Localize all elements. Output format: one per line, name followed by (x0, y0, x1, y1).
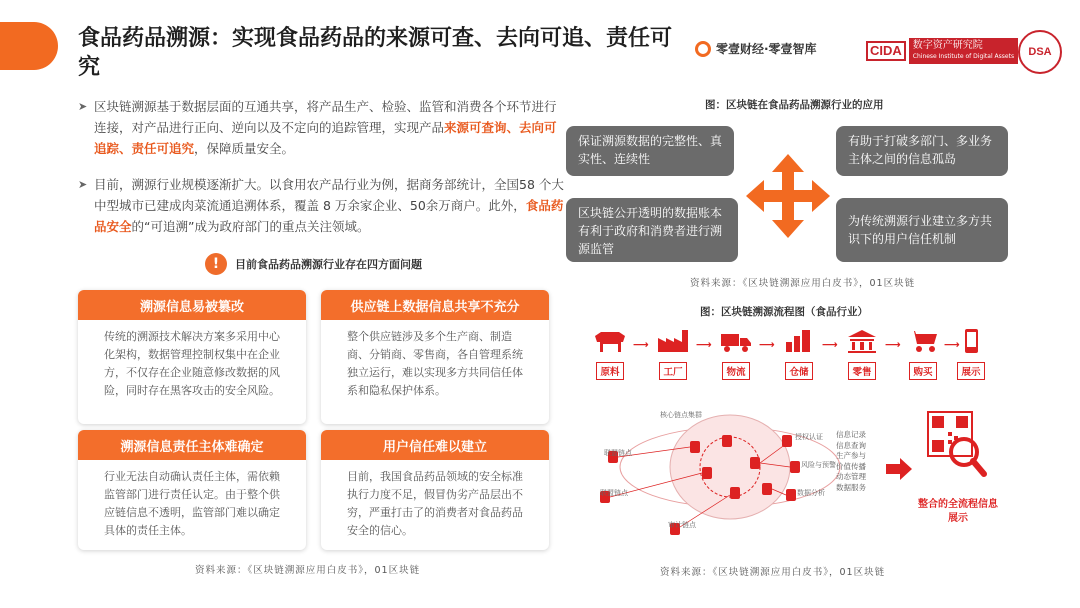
figure2-title: 图：区块链溯源流程图（食品行业） (700, 306, 868, 318)
benefit-box-trust: 为传统溯源行业建立多方共识下的用户信任机制 (836, 198, 1008, 262)
bullet-arrow-icon: ➤ (78, 178, 88, 191)
card-title: 溯源信息责任主体难确定 (78, 430, 306, 460)
benefit-box-transparency: 区块链公开透明的数据账本有利于政府和消费者进行溯源监管 (566, 198, 738, 262)
problem-card-trust (321, 430, 549, 550)
truck-icon (719, 328, 753, 354)
flow-step-factory: 工厂 (650, 328, 696, 380)
cida-logo: CIDA 数字资产研究院 Chinese Institute of Digital Assets (866, 38, 1018, 64)
card-body: 整个供应链涉及多个生产商、制造商、分销商、零售商，各自管理系统独立运行，难以实现多方共同信任体系和隐私保护体系。 (347, 330, 523, 397)
card-body: 传统的溯源技术解决方案多采用中心化架构，数据管理控制权集中在企业方，不仅存在企业随意修改数据的风险，同时存在黑客攻击的安全风险。 (104, 330, 280, 397)
flow-arrow-icon: ⟶ (822, 338, 838, 351)
figure1-source-note: 资料来源：《区块链溯源应用白皮书》，01区块链 (690, 278, 916, 289)
cart-icon (906, 328, 940, 354)
warehouse-icon (782, 328, 816, 354)
flow-step-logistics: 物流 (713, 328, 759, 380)
card-title: 溯源信息易被篡改 (78, 290, 306, 320)
network-label-audit: 审计链点 (668, 521, 696, 529)
lingyi-logo: 零壹财经·零壹智库 (695, 40, 817, 57)
final-display-label: 整合的全流程信息展示 (918, 499, 998, 524)
problems-heading: ! 目前食品药品溯源行业存在四方面问题 (205, 253, 422, 275)
benefit-box-silos: 有助于打破多部门、多业务主体之间的信息孤岛 (836, 126, 1008, 176)
flow-step-purchase: 购买 (900, 328, 946, 380)
flow-arrow-icon: ⟶ (759, 338, 775, 351)
dsa-seal-logo: DSA (1018, 30, 1062, 74)
paragraph-industry-scale: ➤ 目前，溯源行业规模逐渐扩大。以食用农产品行业为例，据商务部统计，全国58 个大中型城市已建成肉菜流通追溯体系，覆盖 8 万余家企业、50余万商户。此外，食品药品安全的“可追溯”成为政府部门的重点关注领域。 (78, 174, 566, 237)
paragraph-blockchain-tracing: ➤ 区块链溯源基于数据层面的互通共享，将产品生产、检验、监管和消费各个环节进行连接，对产品进行正向、逆向以及不定向的追踪管理，实现产品来源可查询、去向可追踪、责任可追究，保障质量安全。 (78, 96, 566, 159)
network-label-analysis: 数据分析 (797, 489, 825, 497)
flow-arrow-icon: ⟶ (633, 338, 649, 351)
flow-step-retail: 零售 (839, 328, 885, 380)
card-title: 供应链上数据信息共享不充分 (321, 290, 549, 320)
warning-icon: ! (205, 253, 227, 275)
factory-icon (656, 328, 690, 354)
problem-card-responsibility (78, 430, 306, 550)
card-body: 目前，我国食品药品领域的安全标准执行力度不足，假冒伪劣产品层出不穷，严重打击了的消费者对食品药品安全的信心。 (347, 470, 523, 537)
left-source-note: 资料来源：《区块链溯源应用白皮书》，01区块链 (195, 565, 421, 576)
flow-step-display: 展示 (948, 328, 994, 380)
card-body: 行业无法自动确认责任主体，需依赖监管部门进行责任认定。由于整个供应链信息不透明，监管部门难以确定具体的责任主体。 (104, 470, 280, 537)
page-title: 食品药品溯源：实现食品药品的来源可查、去向可追、责任可究 (78, 26, 673, 80)
big-arrow-icon (886, 458, 912, 480)
figure2-source-note: 资料来源：《区块链溯源应用白皮书》，01区块链 (660, 567, 886, 578)
flow-arrow-icon: ⟶ (885, 338, 901, 351)
flow-step-material: 原料 (587, 328, 633, 380)
four-way-arrow-icon (744, 152, 832, 240)
flow-arrow-icon: ⟶ (944, 338, 960, 351)
network-label-node1: 联盟链点 (604, 449, 632, 457)
network-label-risk: 风险与预警 (801, 461, 836, 469)
card-title: 用户信任难以建立 (321, 430, 549, 460)
cow-icon (593, 328, 627, 354)
phone-icon (954, 328, 988, 354)
lingyi-logo-icon (695, 41, 711, 57)
bullet-arrow-icon: ➤ (78, 100, 88, 113)
flow-arrow-icon: ⟶ (696, 338, 712, 351)
network-label-node2: 联盟链点 (600, 489, 628, 497)
problem-card-tamper (78, 290, 306, 424)
problem-card-sharing (321, 290, 549, 424)
benefit-box-integrity: 保证溯源数据的完整性、真实性、连续性 (566, 126, 734, 176)
figure1-title: 图：区块链在食品药品溯源行业的应用 (705, 99, 884, 111)
flow-step-warehouse: 仓储 (776, 328, 822, 380)
info-list: 信息记录 信息查询 生产参与 价值传播 动态管理 数据服务 (836, 430, 866, 492)
qr-magnifier-icon (926, 410, 988, 480)
network-label-core: 核心链点集群 (660, 411, 702, 419)
store-icon (845, 328, 879, 354)
network-label-auth: 授权认证 (795, 433, 823, 441)
title-accent-tab (0, 22, 58, 70)
